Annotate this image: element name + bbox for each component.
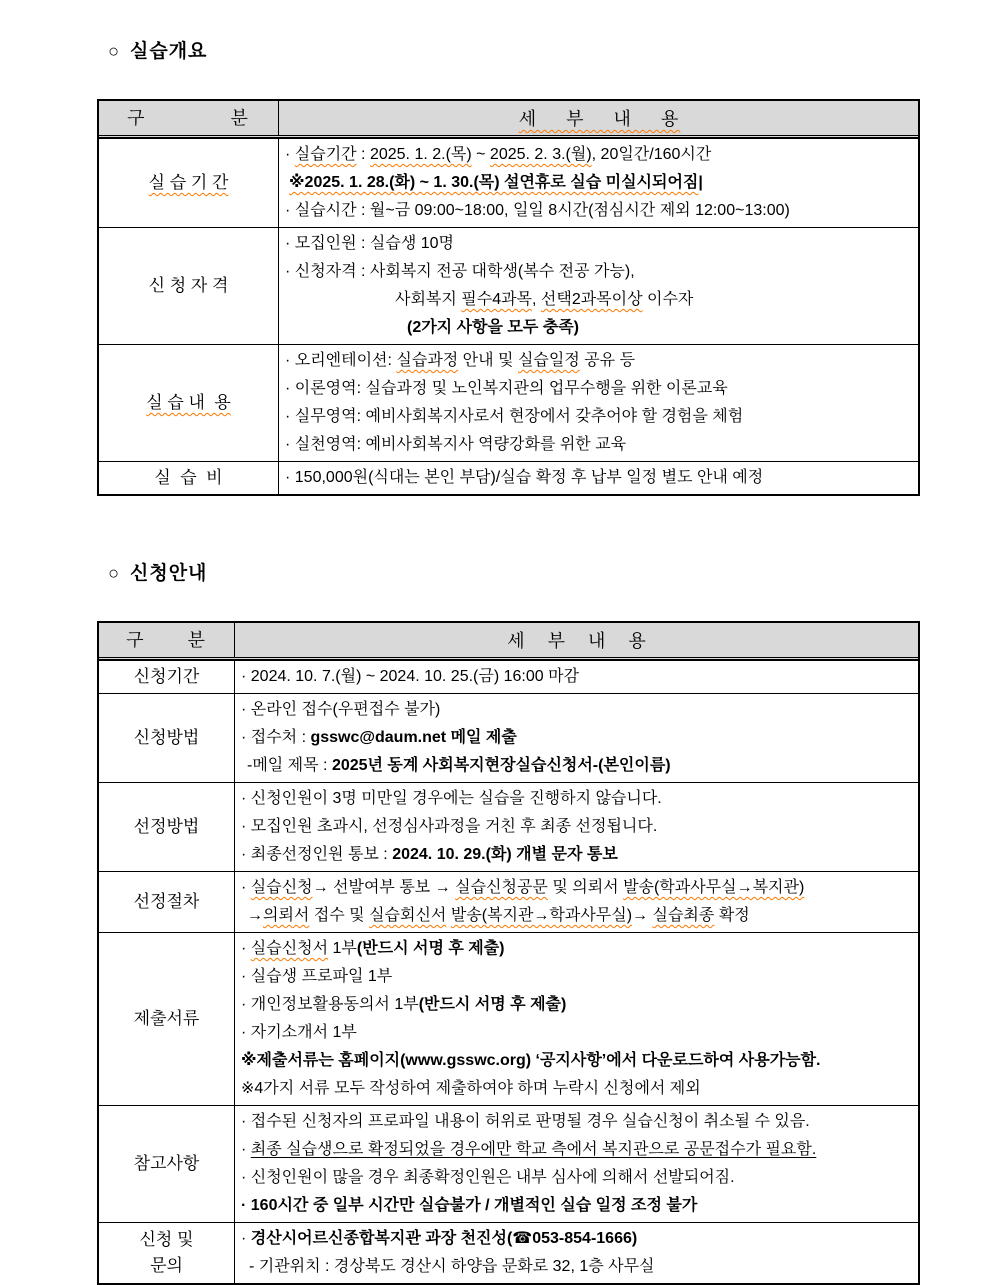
text-segment: · 모집인원 : 실습생 10명 [285,235,454,252]
column-header-category-label: 구 분 [127,108,250,128]
text-segment: 의뢰서 [263,907,310,924]
text-segment: 실습회신서 [369,907,447,924]
table-row [99,782,918,871]
text-segment: · 신청인원이 많을 경우 최종확정인원은 내부 심사에 의해서 선발되어짐. [241,1169,735,1186]
row-detail-cell [279,139,918,227]
detail-line [241,841,914,869]
text-segment: - 기관위치 : 경상북도 경산시 하양읍 문화로 32, 1층 사무실 [249,1258,655,1275]
text-segment: → [632,907,653,924]
text-segment: 및 의뢰서 [547,879,624,896]
row-label-line [134,1151,200,1177]
text-segment: · [241,1141,251,1158]
column-header-category-label: 구 분 [126,630,207,650]
row-label-cell [99,1106,235,1222]
row-label-cell [99,783,235,871]
text-segment: 실습신청서 [250,940,329,957]
text-segment: -메일 제목 : [247,757,332,774]
table-row [99,344,918,461]
text-segment: · 160시간 중 일부 시간만 실습불가 / 개별적인 실습 일정 조정 불가 [241,1197,698,1214]
row-detail-cell [235,783,918,871]
row-label-line [149,170,229,196]
row-label-cell [99,345,279,461]
text-segment: · 신청자격 : 사회복지 전공 대학생(복수 전공 가능), [285,263,635,280]
table-header-row [99,101,918,138]
circle-bullet-icon: ○ [108,563,120,583]
text-segment: ※2025. 1. 28.(화) ~ 1. 30.(목) 설연휴로 실습 미실시되어짐 [289,174,699,191]
detail-line [241,1136,914,1164]
row-label-text: 실 습 내 용 [146,393,231,412]
detail-line [285,375,914,403]
text-segment: ※4가지 서류 모두 작성하여 제출하여야 하며 누락시 신청에서 제외 [241,1080,701,1097]
row-label-text: 신청기간 [133,667,200,686]
row-label-line [134,725,200,751]
row-label-cell [99,933,235,1105]
text-segment: · [241,940,251,957]
row-label-text: 선정절차 [133,892,200,911]
row-label-cell [99,694,235,782]
detail-line [285,169,914,197]
row-detail-cell [235,1223,918,1283]
text-segment: (반드시 서명 후 제출) [418,996,567,1013]
table-row [99,1105,918,1222]
text-segment: · 신청인원이 3명 미만일 경우에는 실습을 진행하지 않습니다. [241,790,662,807]
row-label-cell [99,139,279,227]
text-segment: 필수4과목 [461,291,533,308]
detail-line [285,314,914,342]
text-segment: · [241,1230,251,1247]
text-segment: 실습과정 [396,352,459,369]
text-segment: , [532,291,541,308]
detail-line [241,813,914,841]
row-label-cell [99,462,279,494]
text-segment: 1부 [328,940,357,957]
text-segment: (2가지 사항을 모두 충족) [407,319,579,336]
row-label-line [146,390,231,416]
row-label-text: 참고사항 [133,1154,200,1173]
row-label-line [140,1227,194,1253]
detail-line [285,431,914,459]
detail-line [241,963,914,991]
detail-line [241,1192,914,1220]
text-segment: 사회복지 [395,291,462,308]
detail-line [241,874,914,902]
detail-line [241,1164,914,1192]
detail-line [241,1075,914,1103]
detail-line [241,1225,914,1253]
detail-line [285,197,914,225]
text-segment: · 이론영역: 실습과정 및 노인복지관의 업무수행을 위한 이론교육 [285,380,728,397]
text-segment: → 선발여부 통보 → [312,879,456,896]
text-segment: 2024. 10. 29.(화) 개별 문자 통보 [392,846,618,863]
text-segment: 이수자 [642,291,694,308]
text-segment: 2025. 1. 2.(목) [369,146,472,163]
row-label-line [134,664,200,690]
table-row [99,461,918,494]
text-segment: 공유 등 [579,352,636,369]
text-segment: · 실습생 프로파일 1부 [241,968,393,985]
table-row [99,660,918,693]
text-segment: (반드시 서명 후 제출) [356,940,505,957]
column-header-category [99,623,235,657]
text-segment: · [285,146,295,163]
text-segment: ※제출서류는 홈페이지(www.gsswc.org) ‘공지사항’에서 다운로드하여 사용가능함. [241,1052,821,1069]
text-segment: 실습일정 [517,352,580,369]
row-detail-cell [279,228,918,344]
section-title-practice-overview [83,14,922,85]
info-table [97,99,920,496]
detail-line [241,663,914,691]
detail-line [241,935,914,963]
row-label-text: 선정방법 [133,817,200,836]
detail-line [285,347,914,375]
text-segment: 실습신청 [250,879,313,896]
text-segment: 발송(학과사무실→복지관) [623,879,805,896]
column-header-details-label: 세 부 내 용 [518,109,681,129]
info-table [97,621,920,1285]
row-label-cell [99,872,235,932]
text-segment: : [356,146,370,163]
row-label-text: 신청방법 [133,728,200,747]
detail-line [241,902,914,930]
section-title-text: 신청안내 [130,563,208,584]
text-segment: | [698,174,703,191]
circle-bullet-icon: ○ [108,41,120,61]
text-segment: · 최종선정인원 통보 : [241,846,393,863]
row-detail-cell [235,661,918,693]
row-label-line [134,889,200,915]
text-segment: , 20일간/160시간 [591,146,712,163]
application-guide-table-container [97,621,922,1285]
detail-line [241,1253,914,1281]
detail-line [241,1047,914,1075]
text-segment: · 실습시간 : 월~금 09:00~18:00, 일일 8시간(점심시간 제외 12:00~13:00) [285,202,790,219]
row-detail-cell [235,872,918,932]
text-segment: · 접수처 : [241,729,311,746]
row-detail-cell [279,462,918,494]
row-detail-cell [235,933,918,1105]
row-label-line [150,1253,183,1279]
detail-line [285,230,914,258]
row-label-line [134,1006,200,1032]
row-label-text: 신청 및 [139,1230,194,1249]
section-title-application-guide [83,536,922,607]
row-label-text: 제출서류 [133,1009,200,1028]
row-label-text: 실 습 기 간 [148,173,229,192]
text-segment: · 접수된 신청자의 프로파일 내용이 허위로 판명될 경우 실습신청이 취소될 수 있음. [241,1113,810,1130]
text-segment: gsswc@daum.net 메일 제출 [310,729,517,746]
text-segment: 실습기간 [294,146,357,163]
row-detail-cell [235,1106,918,1222]
text-segment: · [241,879,251,896]
detail-line [241,724,914,752]
detail-line [241,991,914,1019]
detail-line [285,403,914,431]
row-label-line [134,814,200,840]
text-segment: · 개인정보활용동의서 1부 [241,996,419,1013]
row-label-text: 실 습 비 [154,468,223,487]
column-header-details [235,623,918,657]
row-detail-cell [279,345,918,461]
row-label-cell [99,661,235,693]
table-row [99,227,918,344]
text-segment: · 실천영역: 예비사회복지사 역량강화를 위한 교육 [285,436,627,453]
table-header-row [99,623,918,660]
column-header-details-label: 세 부 내 용 [507,631,648,651]
table-row [99,1222,918,1283]
detail-line [241,1108,914,1136]
text-segment: 선택2과목이상 [540,291,643,308]
text-segment: · 온라인 접수(우편접수 불가) [241,701,441,718]
detail-line [241,785,914,813]
row-detail-cell [235,694,918,782]
text-segment: 접수 및 [309,907,370,924]
detail-line [241,752,914,780]
table-row [99,871,918,932]
text-segment: · 오리엔테이션: [285,352,397,369]
text-segment: · 실무영역: 예비사회복지사로서 현장에서 갖추어야 할 경험을 체험 [285,408,744,425]
text-segment: · 150,000원(식대는 본인 부담)/실습 확정 후 납부 일정 별도 안내 예정 [285,469,764,486]
text-segment: · 자기소개서 1부 [241,1024,357,1041]
row-label-text: 신 청 자 격 [148,276,229,295]
text-segment: 안내 및 [458,352,518,369]
text-segment: 실습신청공문 [455,879,548,896]
practice-overview-table-container [97,99,922,496]
row-label-line [154,465,222,491]
detail-line [285,464,914,492]
table-row [99,932,918,1105]
column-header-details [279,101,918,135]
text-segment: 최종 실습생으로 확정되었을 경우에만 학교 측에서 복지관으로 공문접수가 필요함. [250,1141,817,1158]
text-segment: · 2024. 10. 7.(월) ~ 2024. 10. 25.(금) 16:00 마감 [241,668,580,685]
text-segment: 2025년 동계 사회복지현장실습신청서-(본인이름) [331,757,671,774]
column-header-category [99,101,279,135]
detail-line [285,258,914,286]
text-segment: 확정 [714,907,750,924]
text-segment: 경산시어르신종합복지관 과장 천진성(☎053-854-1666) [250,1230,638,1247]
section-title-text: 실습개요 [130,41,208,62]
detail-line [285,141,914,169]
detail-line [241,1019,914,1047]
detail-line [241,696,914,724]
text-segment: 2025. 2. 3.(월) [489,146,592,163]
row-label-text: 문의 [150,1256,183,1275]
text-segment: 실습최종 [652,907,715,924]
text-segment: ~ [471,146,490,163]
text-segment: · 모집인원 초과시, 선정심사과정을 거친 후 최종 선정됩니다. [241,818,658,835]
detail-line [285,286,914,314]
row-label-cell [99,1223,235,1283]
row-label-line [149,273,229,299]
table-row [99,693,918,782]
text-segment: 발송(복지관→학과사무실) [450,907,633,924]
table-row [99,138,918,227]
row-label-cell [99,228,279,344]
text-segment: → [247,907,263,924]
